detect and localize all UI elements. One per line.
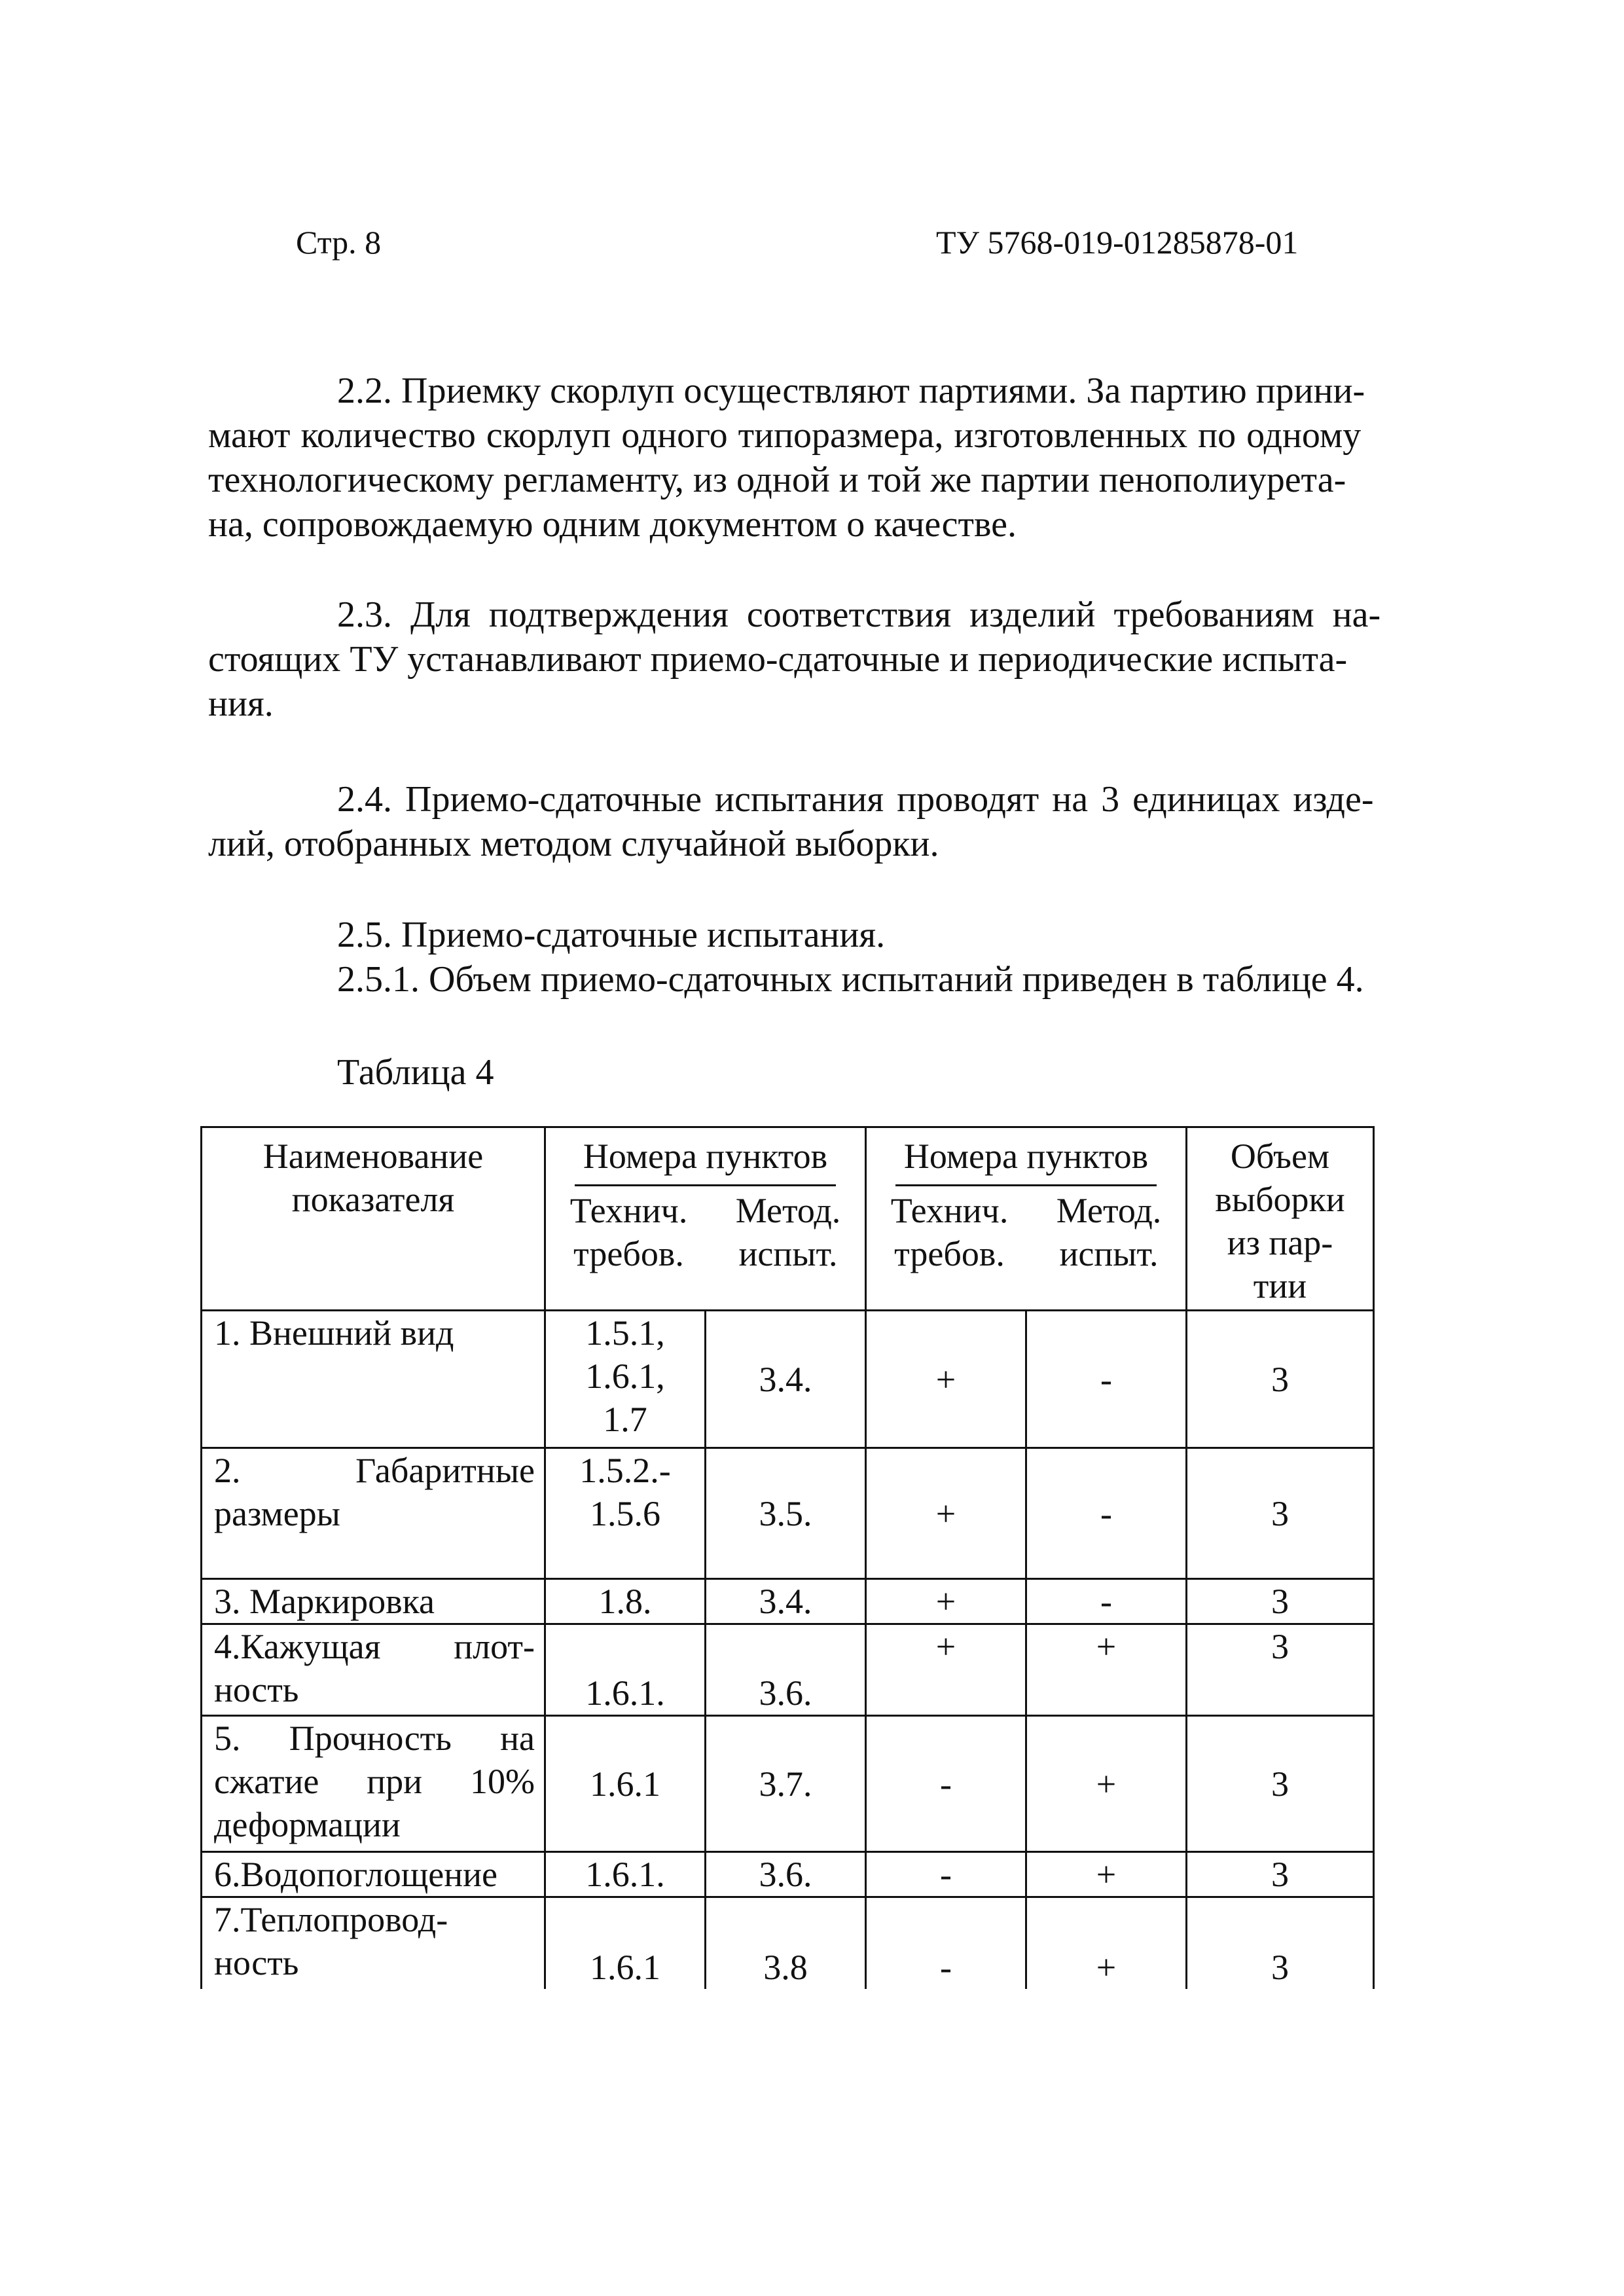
header-group-title: Номера пунктов (583, 1137, 828, 1176)
row-tech-line: 1.7 (603, 1400, 647, 1439)
table-row (202, 1716, 1374, 1852)
header-sub-line: требов. (573, 1234, 684, 1273)
header-sub-line: испыт. (1059, 1234, 1159, 1273)
paragraph-2-5-1: 2.5.1. Объем приемо-сдаточных испытаний приведен в таблице 4. (337, 959, 1364, 1000)
header-volume-line: Объем (1230, 1137, 1330, 1176)
paragraph-line: 2.3. Для подтверждения соответствия изделий требованиям на- (337, 594, 1381, 635)
row-method: 3.6. (706, 1852, 866, 1897)
row-col-a: - (866, 1716, 1026, 1852)
row-volume: 3 (1187, 1579, 1374, 1624)
table-caption: Таблица 4 (337, 1052, 494, 1093)
row-tech: 1.6.1. (545, 1624, 706, 1716)
header-sub-line: требов. (894, 1234, 1005, 1273)
row-name (202, 1448, 545, 1579)
row-name-word: сжатие (214, 1762, 319, 1801)
header-sub-line: Метод. (1056, 1191, 1162, 1230)
paragraph-2-5: 2.5. Приемо-сдаточные испытания. (337, 915, 886, 955)
row-method: 3.7. (706, 1716, 866, 1852)
row-method: 3.8 (706, 1897, 866, 1989)
row-name-word: деформации (214, 1805, 401, 1844)
row-volume: 3 (1187, 1311, 1374, 1448)
row-volume: 3 (1187, 1624, 1374, 1716)
row-col-b: - (1026, 1579, 1187, 1624)
header-volume-line: из пар- (1227, 1223, 1333, 1262)
paragraph-line: 2.4. Приемо-сдаточные испытания проводят на 3 единицах изде- (337, 779, 1374, 820)
header-name-line: показателя (291, 1180, 455, 1219)
paragraph-line: стоящих ТУ устанавливают приемо-сдаточные и периодические испыта- (208, 639, 1348, 680)
row-col-a: + (866, 1579, 1026, 1624)
row-tech (545, 1448, 706, 1579)
table-row (202, 1624, 1374, 1716)
header-sub-line: Метод. (735, 1191, 841, 1230)
document-code: ТУ 5768-019-01285878-01 (936, 224, 1299, 261)
header-sub-line: Технич. (890, 1191, 1009, 1230)
row-col-a: + (866, 1624, 1026, 1716)
row-col-b: + (1026, 1624, 1187, 1716)
paragraph-line: на, сопровождаемую одним документом о качестве. (208, 504, 1017, 545)
row-col-b: + (1026, 1852, 1187, 1897)
header-group-1 (545, 1127, 866, 1311)
row-col-b: + (1026, 1716, 1187, 1852)
row-name-word: ность (214, 1670, 299, 1709)
row-tech (545, 1311, 706, 1448)
row-volume: 3 (1187, 1852, 1374, 1897)
row-col-b: + (1026, 1897, 1187, 1989)
row-col-b: - (1026, 1311, 1187, 1448)
row-volume: 3 (1187, 1716, 1374, 1852)
row-name (202, 1624, 545, 1716)
row-method: 3.4. (706, 1311, 866, 1448)
row-col-b: - (1026, 1448, 1187, 1579)
row-name (202, 1897, 545, 1989)
page-number: Стр. 8 (296, 224, 382, 261)
row-tech-line: 1.5.2.- (579, 1451, 671, 1490)
paragraph-line: технологическому регламенту, из одной и той же партии пенополиурета- (208, 460, 1346, 500)
row-name-word: Габаритные (355, 1451, 535, 1490)
header-group-title: Номера пунктов (903, 1137, 1149, 1176)
row-col-a: - (866, 1897, 1026, 1989)
header-volume-line: выборки (1215, 1180, 1345, 1219)
row-name-word: размеры (214, 1494, 340, 1533)
row-name-word: на (500, 1719, 535, 1758)
row-name-word: при (367, 1762, 423, 1801)
header-method (1056, 1189, 1162, 1275)
paragraph-line: 2.2. Приемку скорлуп осуществляют партиями. За партию прини- (337, 371, 1365, 411)
row-volume: 3 (1187, 1448, 1374, 1579)
row-name-word: 4.Кажущая (214, 1627, 381, 1666)
row-name (202, 1311, 545, 1448)
header-sub-line: испыт. (738, 1234, 838, 1273)
row-col-a: + (866, 1448, 1026, 1579)
row-name-word: Прочность (289, 1719, 452, 1758)
row-method: 3.6. (706, 1624, 866, 1716)
paragraph-line: ния. (208, 683, 274, 724)
table-4 (200, 1126, 1375, 1989)
row-tech-line: 1.5.1, (585, 1313, 665, 1353)
row-tech-line: 1.6.1, (585, 1357, 665, 1396)
row-tech: 1.6.1. (545, 1852, 706, 1897)
table-row (202, 1311, 1374, 1448)
header-name-line: Наименование (262, 1137, 484, 1176)
header-sub-line: Технич. (569, 1191, 688, 1230)
row-method: 3.5. (706, 1448, 866, 1579)
header-volume (1187, 1127, 1374, 1311)
row-tech: 1.6.1 (545, 1897, 706, 1989)
header-group-2 (866, 1127, 1187, 1311)
row-name-text: 1. Внешний вид (214, 1313, 454, 1353)
row-name: 3. Маркировка (202, 1579, 545, 1624)
row-volume: 3 (1187, 1897, 1374, 1989)
table-row (202, 1448, 1374, 1579)
header-volume-line: тии (1253, 1266, 1307, 1305)
row-col-a: + (866, 1311, 1026, 1448)
header-tech (891, 1189, 1009, 1275)
row-method: 3.4. (706, 1579, 866, 1624)
row-name-word: 5. (214, 1719, 241, 1758)
row-tech: 1.6.1 (545, 1716, 706, 1852)
table-header-row (202, 1127, 1374, 1311)
row-name (202, 1716, 545, 1852)
paragraph-line: мают количество скорлуп одного типоразмера, изготовленных по одному (208, 415, 1362, 456)
header-divider (895, 1184, 1157, 1186)
row-tech: 1.8. (545, 1579, 706, 1624)
row-col-a: - (866, 1852, 1026, 1897)
row-name-word: 10% (470, 1762, 535, 1801)
row-name: 6.Водопоглощение (202, 1852, 545, 1897)
table-row (202, 1579, 1374, 1624)
row-name-word: 2. (214, 1451, 241, 1490)
table-row (202, 1852, 1374, 1897)
row-name-word: плот- (454, 1627, 535, 1666)
header-name (202, 1127, 545, 1311)
paragraph-line: лий, отобранных методом случайной выборки. (208, 824, 939, 864)
row-name-word: 7.Теплопровод- (214, 1900, 448, 1939)
table-row (202, 1897, 1374, 1989)
header-method (736, 1189, 841, 1275)
header-tech (570, 1189, 688, 1275)
header-divider (575, 1184, 836, 1186)
row-tech-line: 1.5.6 (590, 1494, 660, 1533)
row-name-word: ность (214, 1943, 299, 1982)
